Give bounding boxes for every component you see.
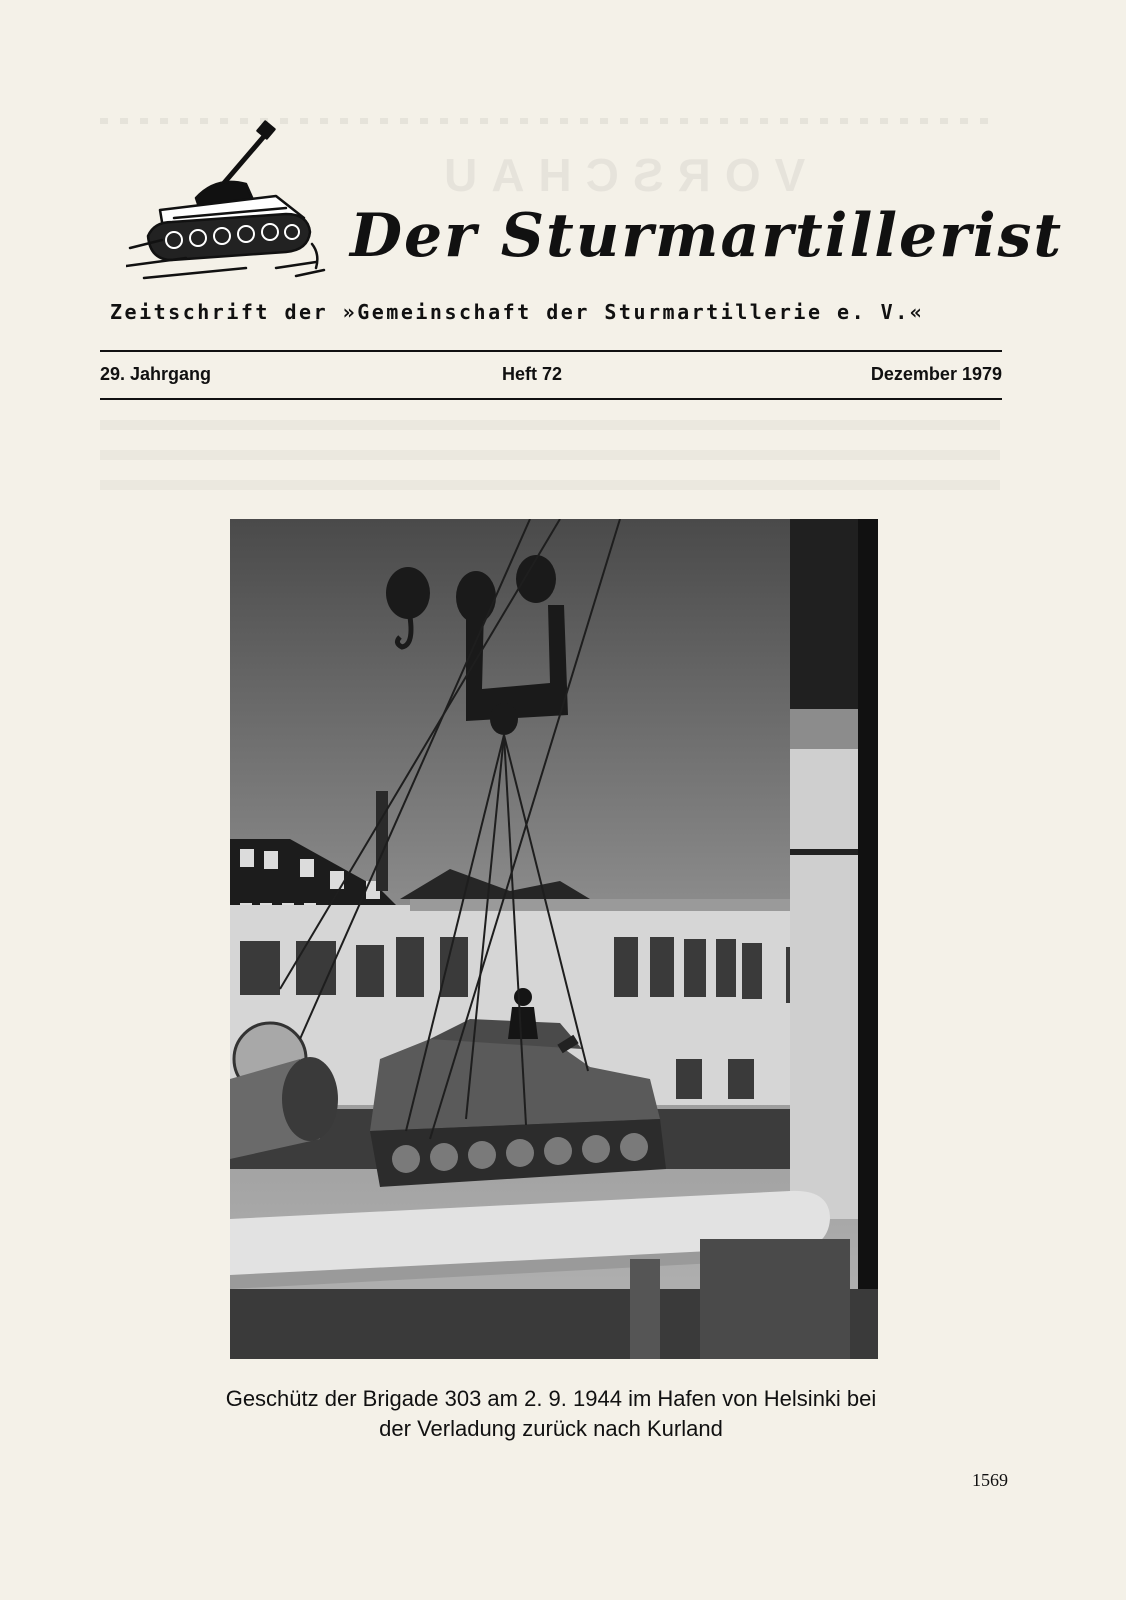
caption-line: der Verladung zurück nach Kurland <box>379 1416 723 1441</box>
caption-line: Geschütz der Brigade 303 am 2. 9. 1944 im Hafen von Helsinki bei <box>225 1386 877 1411</box>
bottom-rule <box>100 398 1002 400</box>
top-rule <box>100 350 1002 352</box>
photo-caption <box>100 1384 1002 1444</box>
date-label: Dezember 1979 <box>870 364 1002 384</box>
volume-label: 29. Jahrgang <box>100 364 212 384</box>
tank-logo <box>126 118 326 288</box>
showthrough-text <box>100 480 1000 490</box>
showthrough-text <box>100 420 1000 430</box>
masthead-title: Der Sturmartillerist <box>350 201 1064 271</box>
showthrough-heading: VORSCHAU <box>430 149 806 201</box>
showthrough-text <box>100 450 1000 460</box>
issue-label: Heft 72 <box>502 364 563 384</box>
masthead-subtitle: Zeitschrift der »Gemeinschaft der Sturmartillerie e. V.« <box>110 300 925 324</box>
issue-info-bar <box>100 356 1002 390</box>
page-number: 1569 <box>972 1470 1008 1490</box>
photograph <box>230 519 878 1359</box>
